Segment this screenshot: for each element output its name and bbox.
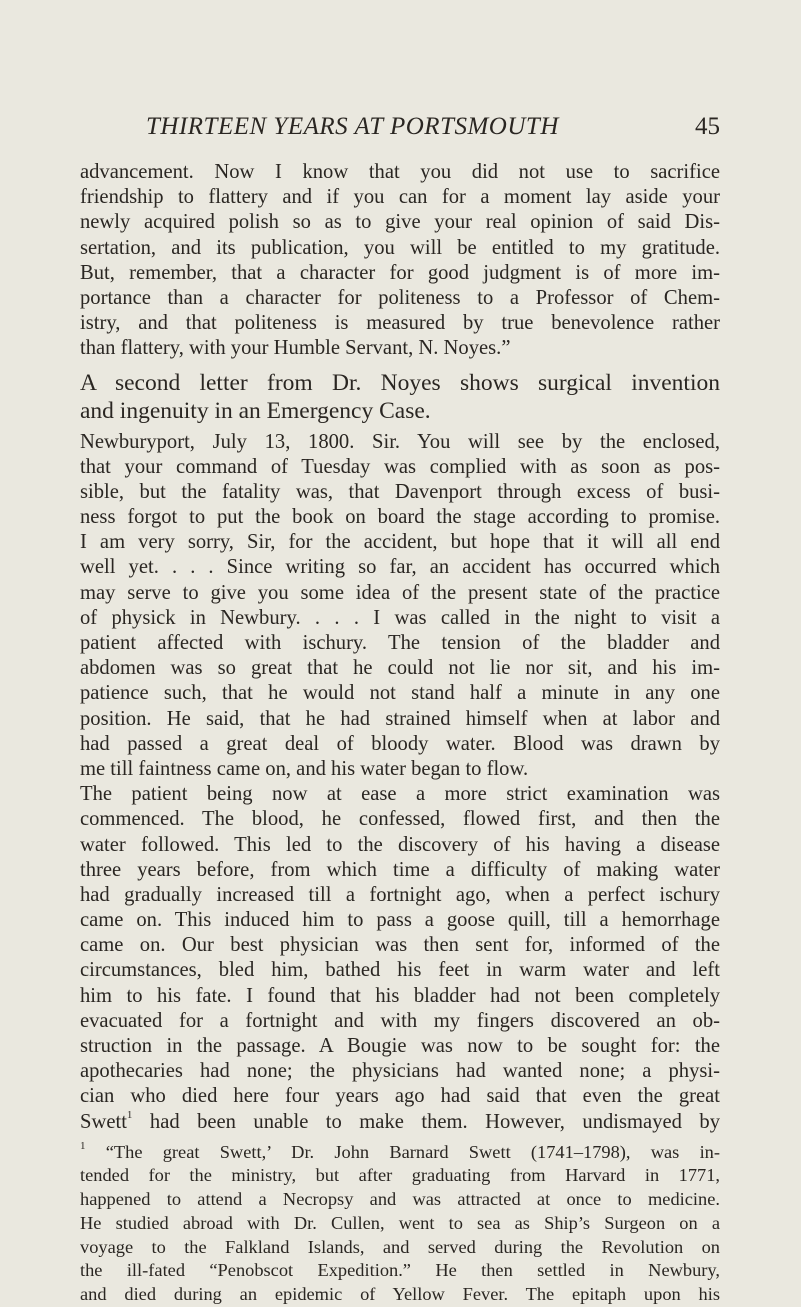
- text-line: Newburyport, July 13, 1800. Sir. You will see by the enclosed,: [80, 430, 720, 453]
- text-line: circumstances, bled him, bathed his feet in warm water and left: [80, 959, 720, 982]
- footnote-line: happened to attend a Necropsy and was attracted at once to medicine.: [80, 1189, 720, 1210]
- text-line: three years before, from which time a difficulty of making water: [80, 858, 720, 881]
- footnote: [80, 1141, 720, 1307]
- text-line: of physick in Newbury. . . . I was called in the night to visit a: [80, 606, 720, 629]
- text-line: position. He said, that he had strained himself when at labor and: [80, 707, 720, 730]
- text-line: him to his fate. I found that his bladder had not been completely: [80, 984, 720, 1007]
- text-line: that your command of Tuesday was complied with as soon as pos-: [80, 455, 720, 478]
- text-line: water followed. This led to the discovery of his having a disease: [80, 833, 720, 856]
- text-line: istry, and that politeness is measured by true benevolence rather: [80, 312, 720, 335]
- text-line: came on. This induced him to pass a goose quill, till a hemorrhage: [80, 909, 720, 932]
- text-line: sertation, and its publication, you will be entitled to my gratitude.: [80, 236, 720, 259]
- footnote-reference: 1: [126, 1108, 133, 1121]
- text-line: patience such, that he would not stand half a minute in any one: [80, 682, 720, 705]
- text-fragment: Swett: [80, 1110, 127, 1133]
- paragraph-second-letter: [80, 430, 720, 783]
- text-line: newly acquired polish so as to give your real opinion of said Dis-: [80, 211, 720, 234]
- footnote-line: and died during an epidemic of Yellow Fever. The epitaph upon his: [80, 1283, 720, 1304]
- text-line: may serve to give you some idea of the present state of the practice: [80, 581, 720, 604]
- page-body: [80, 160, 720, 1307]
- paragraph-letter-close: [80, 160, 720, 362]
- text-line: portance than a character for politeness to a Professor of Chem-: [80, 286, 720, 309]
- text-line: had gradually increased till a fortnight ago, when a perfect ischury: [80, 883, 720, 906]
- footnote-line: voyage to the Falkland Islands, and served during the Revolution on: [80, 1236, 720, 1257]
- text-fragment: had been unable to make them. However, undismayed by: [149, 1110, 720, 1133]
- text-line: came on. Our best physician was then sent for, informed of the: [80, 934, 720, 957]
- text-line: But, remember, that a character for good judgment is of more im-: [80, 261, 720, 284]
- text-line: struction in the passage. A Bougie was now to be sought for: the: [80, 1035, 720, 1057]
- page-number: 45: [695, 113, 720, 140]
- text-line: me till faintness came on, and his water began to flow.: [80, 757, 529, 780]
- text-line: abdomen was so great that he could not lie nor sit, and his im-: [80, 657, 720, 680]
- footnote-line: the ill-fated “Penobscot Expedition.” He then settled in Newbury,: [80, 1260, 720, 1281]
- footnote-line: tended for the ministry, but after graduating from Harvard in 1771,: [80, 1165, 720, 1186]
- text-line: advancement. Now I know that you did not use to sacrifice: [80, 161, 720, 183]
- text-line: evacuated for a fortnight and with my fingers discovered an ob-: [80, 1009, 720, 1032]
- text-line: apothecaries had none; the physicians had wanted none; a physi-: [80, 1060, 720, 1083]
- text-line: friendship to flattery and if you can for a moment lay aside your: [80, 186, 720, 209]
- text-line: sible, but the fatality was, that Davenport through excess of busi-: [80, 480, 720, 503]
- text-line-with-footnote-ref: [80, 1110, 720, 1135]
- text-line: commenced. The blood, he confessed, flowed first, and then the: [80, 808, 720, 831]
- text-line: The patient being now at ease a more strict examination was: [80, 783, 720, 806]
- running-head: THIRTEEN YEARS AT PORTSMOUTH: [146, 113, 559, 140]
- footnote-line: He studied abroad with Dr. Cullen, went to sea as Ship’s Surgeon on a: [80, 1212, 720, 1233]
- text-line: patient affected with ischury. The tension of the bladder and: [80, 632, 720, 654]
- text-line: than flattery, with your Humble Servant, N. Noyes.”: [80, 337, 511, 360]
- text-line: well yet. . . . Since writing so far, an accident has occurred which: [80, 556, 720, 579]
- footnote-line: [80, 1141, 720, 1165]
- paragraph-examination: [80, 782, 720, 1135]
- text-line: ness forgot to put the book on board the stage according to promise.: [80, 506, 720, 529]
- heading-line: and ingenuity in an Emergency Case.: [80, 397, 431, 424]
- footnote-marker: 1: [80, 1139, 86, 1152]
- page-header: [80, 113, 720, 149]
- text-line: cian who died here four years ago had said that even the great: [80, 1085, 720, 1108]
- text-line: I am very sorry, Sir, for the accident, but hope that it will all end: [80, 531, 720, 554]
- text-fragment: “The great Swett,’ Dr. John Barnard Swett (1741–1798), was in-: [105, 1141, 720, 1162]
- section-heading: [80, 369, 720, 425]
- text-line: had passed a great deal of bloody water. Blood was drawn by: [80, 732, 720, 755]
- heading-line: A second letter from Dr. Noyes shows surgical invention: [80, 369, 720, 396]
